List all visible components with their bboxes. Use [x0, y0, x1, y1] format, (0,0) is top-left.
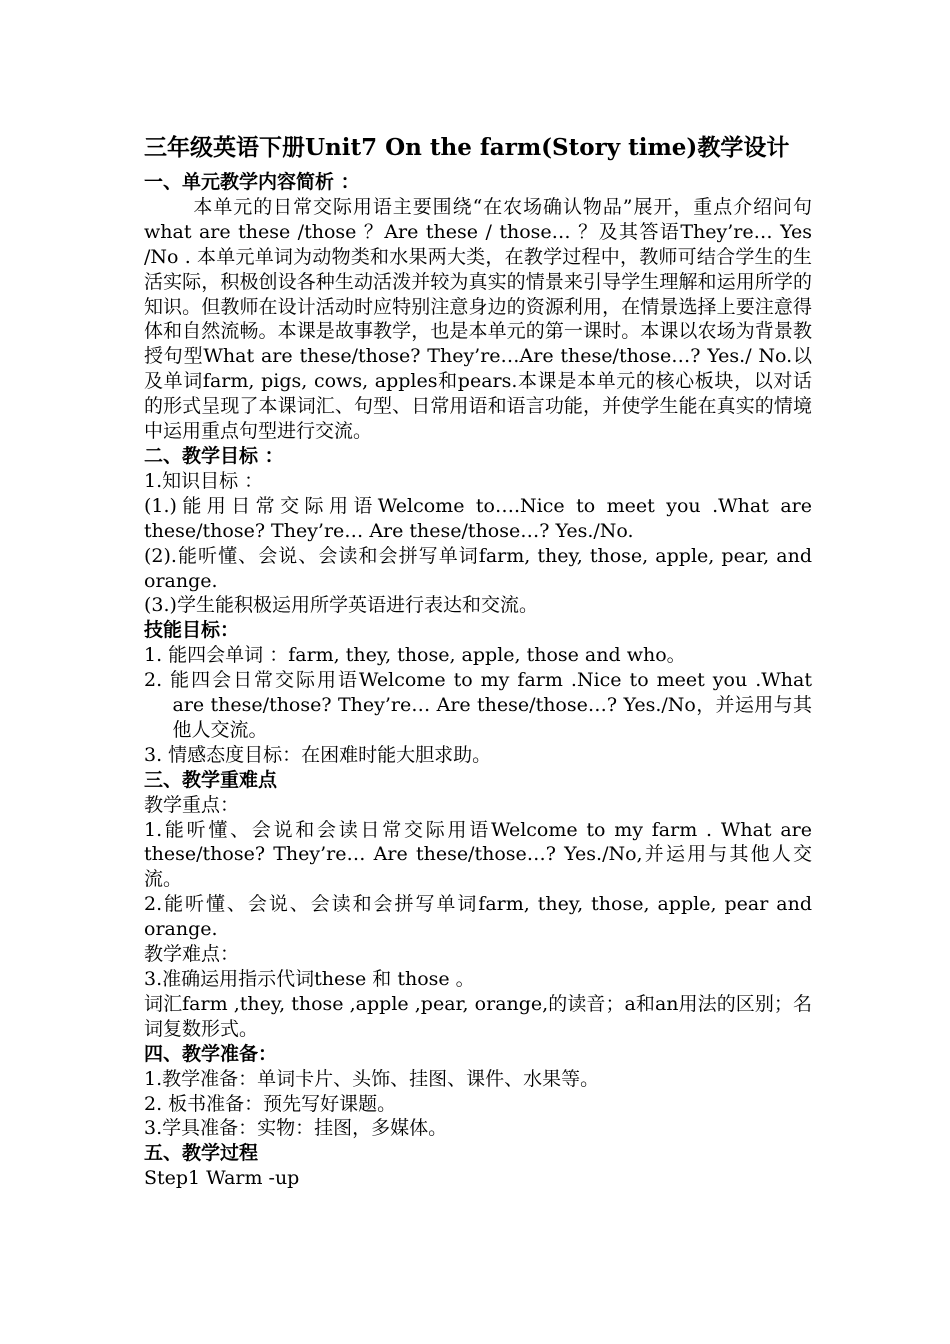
- difficult-points-title: 教学难点：: [144, 943, 240, 966]
- skill-goal-2: 2. 能四会日常交际用语Welcome to my farm .Nice to meet you .What are these/those? They’re… Are these/those…? Yes./No，并运用与其他人交流。: [144, 669, 812, 741]
- preparation-2: 2. 板书准备：预先写好课题。: [144, 1092, 397, 1115]
- knowledge-goal-3: (3.)学生能积极运用所学英语进行表达和交流。: [144, 594, 538, 617]
- difficult-point-1: 3.准确运用指示代词these 和 those 。: [144, 968, 475, 990]
- skill-goal-title: 技能目标：: [144, 619, 240, 642]
- process-step-1: Step1 Warm -up: [144, 1167, 300, 1190]
- section-heading-analysis: 一、单元教学内容简析 ：: [144, 171, 360, 193]
- key-point-1: 1.能听懂、会说和会读日常交际用语Welcome to my farm . What are these/those? They’re… Are these/those…? Yes./No,并运用与其他人交流。: [144, 818, 812, 891]
- difficult-point-2: 词汇farm ,they, those ,apple ,pear, orange,的读音；a和an用法的区别；名词复数形式。: [144, 992, 812, 1040]
- section-heading-process: 五、教学过程: [144, 1142, 259, 1165]
- analysis-paragraph: 本单元的日常交际用语主要围绕“在农场确认物品”展开，重点介绍问句what are these /those ？Are these / those… ？及其答语They’re… Yes /No . 本单元单词为动物类和水果两大类，在教学过程中，教师可结合学生的生活实际，积极创设各种生动活泼并较为真实的情景来引导学生理解和运用所学的知识。但教师在设计活动时应特别注意身边的资源利用，在情景选择上要注意得体和自然流畅。本课是故事教学，也是本单元的第一课时。本课以农场为背景教授句型What are these/those? They’re…Are these/those…? Yes./ No.以及单词farm, pigs, cows, apples和pears.本课是本单元的核心板块，以对话的形式呈现了本课词汇、句型、日常用语和语言功能，并使学生能在真实的情境中运用重点句型进行交流。: [144, 195, 812, 443]
- key-points-title: 教学重点：: [144, 793, 240, 816]
- key-point-2: 2.能听懂、会说、会读和会拼写单词farm, they, those, apple, pear and orange.: [144, 893, 812, 941]
- section-heading-goals: 二、教学目标 ：: [144, 444, 284, 467]
- section-heading-key-points: 三、教学重难点: [144, 768, 278, 791]
- skill-goal-3: 3. 情感态度目标：在困难时能大胆求助。: [144, 743, 492, 766]
- preparation-3: 3.学具准备：实物：挂图，多媒体。: [144, 1117, 448, 1140]
- knowledge-goal-title: 1.知识目标 ：: [144, 469, 264, 492]
- document-page: [144, 132, 812, 1191]
- document-title: 三年级英语下册Unit7 On the farm(Story time)教学设计: [144, 134, 790, 161]
- skill-goal-1: 1. 能四会单词 ：farm, they, those, apple, those and who。: [144, 644, 686, 667]
- knowledge-goal-2: (2).能听懂、会说、会读和会拼写单词farm, they, those, apple, pear, and orange.: [144, 544, 812, 592]
- preparation-1: 1.教学准备：单词卡片、头饰、挂图、课件、水果等。: [144, 1067, 600, 1090]
- section-heading-preparation: 四、教学准备：: [144, 1042, 278, 1065]
- knowledge-goal-1: (1.)能用日常交际用语Welcome to….Nice to meet you .What are these/those? They’re… Are these/those…? Yes./No.: [144, 494, 812, 542]
